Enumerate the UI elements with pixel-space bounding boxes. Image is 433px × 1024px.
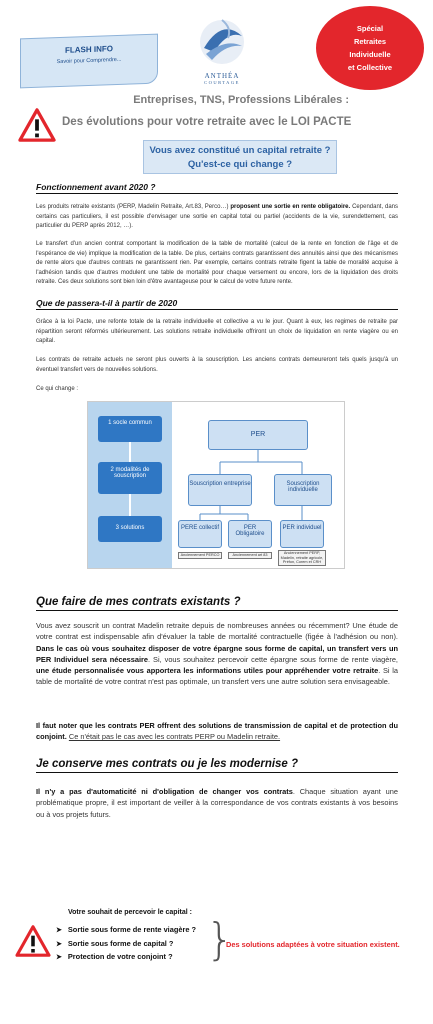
diagram-per-obligatoire: PER Obligatoire [228,520,272,548]
diagram-modalites: 2 modalités de souscription [98,462,162,494]
question-line: Vous avez constitué un capital retraite ? [149,145,331,156]
diagram-note-individuel: Anciennement PERP, Madelin, retraite agricole, Préfon, Corem et CRH [278,550,326,566]
section-heading-keep-or-modernise: Je conserve mes contrats ou je les modernise ? [36,758,398,773]
page-title: Entreprises, TNS, Professions Libérales : [133,94,349,106]
paragraph [36,720,398,743]
paragraph: Les contrats de retraite actuels ne seront plus ouverts à la souscription. Les anciens contrats demeureront tels quels jusqu'à un éventuel transfert vers de nouvelles solutions. [36,357,398,373]
special-line: et Collective [347,63,393,72]
text-span: Les produits retraite existants (PERP, Madelin Retraite, Art.83, Perco…) [36,204,229,210]
diagram-note-collectif: Anciennement PERCO [178,552,222,559]
text-span: . Chaque situation ayant une problématique propre, il est important de veiller à la correspondance de vos contrats existants à vos besoins ou à vos projets futurs. [36,787,398,819]
question-line: Qu'est-ce qui change ? [187,159,293,170]
special-line: Retraites [353,37,387,46]
capital-wish-title: Votre souhait de percevoir le capital : [68,909,192,916]
text-span: Cependant, dans certains cas particuliers, il est possible d'envisager une sortie en capital total ou partiel (accidents de la vie, surendettement, cas particulier du PERP après 2012, …). [36,204,399,230]
paragraph: Ce qui change : [36,386,79,392]
list-item: ➤ Protection de votre conjoint ? [56,951,196,965]
text-bold: une étude personnalisée vous apportera les informations utiles pour appréhender votre retraite [36,666,379,676]
list-item: ➤ Sortie sous forme de rente viagère ? [56,924,196,938]
capital-options-list [56,924,196,965]
text-underlined: Ce n'était pas le cas avec les contrats PERP ou Madelin retraite. [68,732,281,742]
special-retraites-badge [316,6,424,90]
text-span: Vous avez souscrit un contrat Madelin retraite depuis de nombreuses années ou récemment? Une étude de votre contrat est indispensable afin d'évaluer la table de mortalité contractuelle (figée à l'adhésion ou non). [36,621,398,642]
section-heading-before-2020: Fonctionnement avant 2020 ? [36,182,398,194]
diagram-pere-collectif: PERE collectif [178,520,222,548]
brace-icon: } [206,914,234,965]
text-bold: Il n'y a pas d'automaticité ni d'obligation de changer vos contrats [36,787,293,796]
diagram-souscription-individuelle: Souscription individuelle [274,474,332,506]
list-item: ➤ Sortie sous forme de capital ? [56,938,196,952]
paragraph [36,203,398,232]
warning-icon [15,925,51,957]
warning-icon [18,108,56,142]
diagram-souscription-entreprise: Souscription entreprise [188,474,252,506]
brand-name: ANTHÉA [204,72,240,80]
anthea-logo-icon [192,8,252,78]
flash-info-banner [20,34,158,89]
brand-sub: COURTAGE [204,80,240,85]
paragraph: Grâce à la loi Pacte, une refonte totale de la retraite individuelle et collective a vu le jour. Quant à eux, les regimes de retraite par répartition seront réformés ultérieurement. Les solutions retraite individuelle offriront un choix de liquidation en rente viagère ou en capital. [36,319,398,345]
section-heading-from-2020: Que de passera-t-il à partir de 2020 [36,298,398,310]
page-subtitle: Des évolutions pour votre retraite avec le LOI PACTE [62,116,352,128]
diagram-socle-commun: 1 socle commun [98,416,162,442]
text-bold: proposent une sortie en rente obligatoire. [230,204,351,210]
solutions-callout: Des solutions adaptées à votre situation existent. [226,940,400,949]
text-span: . Si la table de mortalité de votre contrat n'est pas optimale, un transfert vers une autre solution sera envisageable. [36,666,398,687]
question-box [143,140,337,174]
diagram-per-individuel: PER individuel [280,520,324,548]
text-bold: Il faut noter que les contrats PER offrent des solutions de transmission de capital et de protection du conjoint. [36,721,398,742]
text-bold: Dans le cas où vous souhaitez disposer de votre épargne sous forme de capital, un transfert vers un PER Individuel sera nécessaire [36,643,398,664]
special-line: Spécial [356,24,384,33]
diagram-note-obligatoire: Anciennement art 83 [228,552,272,559]
flash-info-subtitle: Savoir pour Comprendre... [56,56,122,66]
special-line: Individuelle [349,50,391,59]
paragraph [36,620,398,688]
brand-logo-text [196,72,248,85]
paragraph [36,786,398,820]
per-structure-diagram [87,401,345,569]
diagram-solutions: 3 solutions [98,516,162,542]
text-span: . Si, vous souhaitez percevoir cette épargne sous forme de rente viagère, [148,654,398,664]
flash-info-title: FLASH INFO [65,44,113,55]
paragraph: Le transfert d'un ancien contrat comportant la modification de la table de mortalité (calcul de la rente en fonction de l'âge et de l'espérance de vie) implique la modification de la table. De plus, certains contrats garantissent des annuités ainsi que des mécanismes de rente alors que d'autres contrats ne garantissent rien. Par exemple, certains contrats retraite figent la table de moralité acquise à l'adhésion tandis que d'autres modulent une table de mortalité pour chaque versement ou encore, lors de la liquidation des droits retraite. Ces deux solutions sont bien loin d'être avantageuse pour le calcul de votre future rente. [36,241,398,286]
diagram-per: PER [208,420,308,450]
section-heading-existing-contracts: Que faire de mes contrats existants ? [36,596,398,611]
